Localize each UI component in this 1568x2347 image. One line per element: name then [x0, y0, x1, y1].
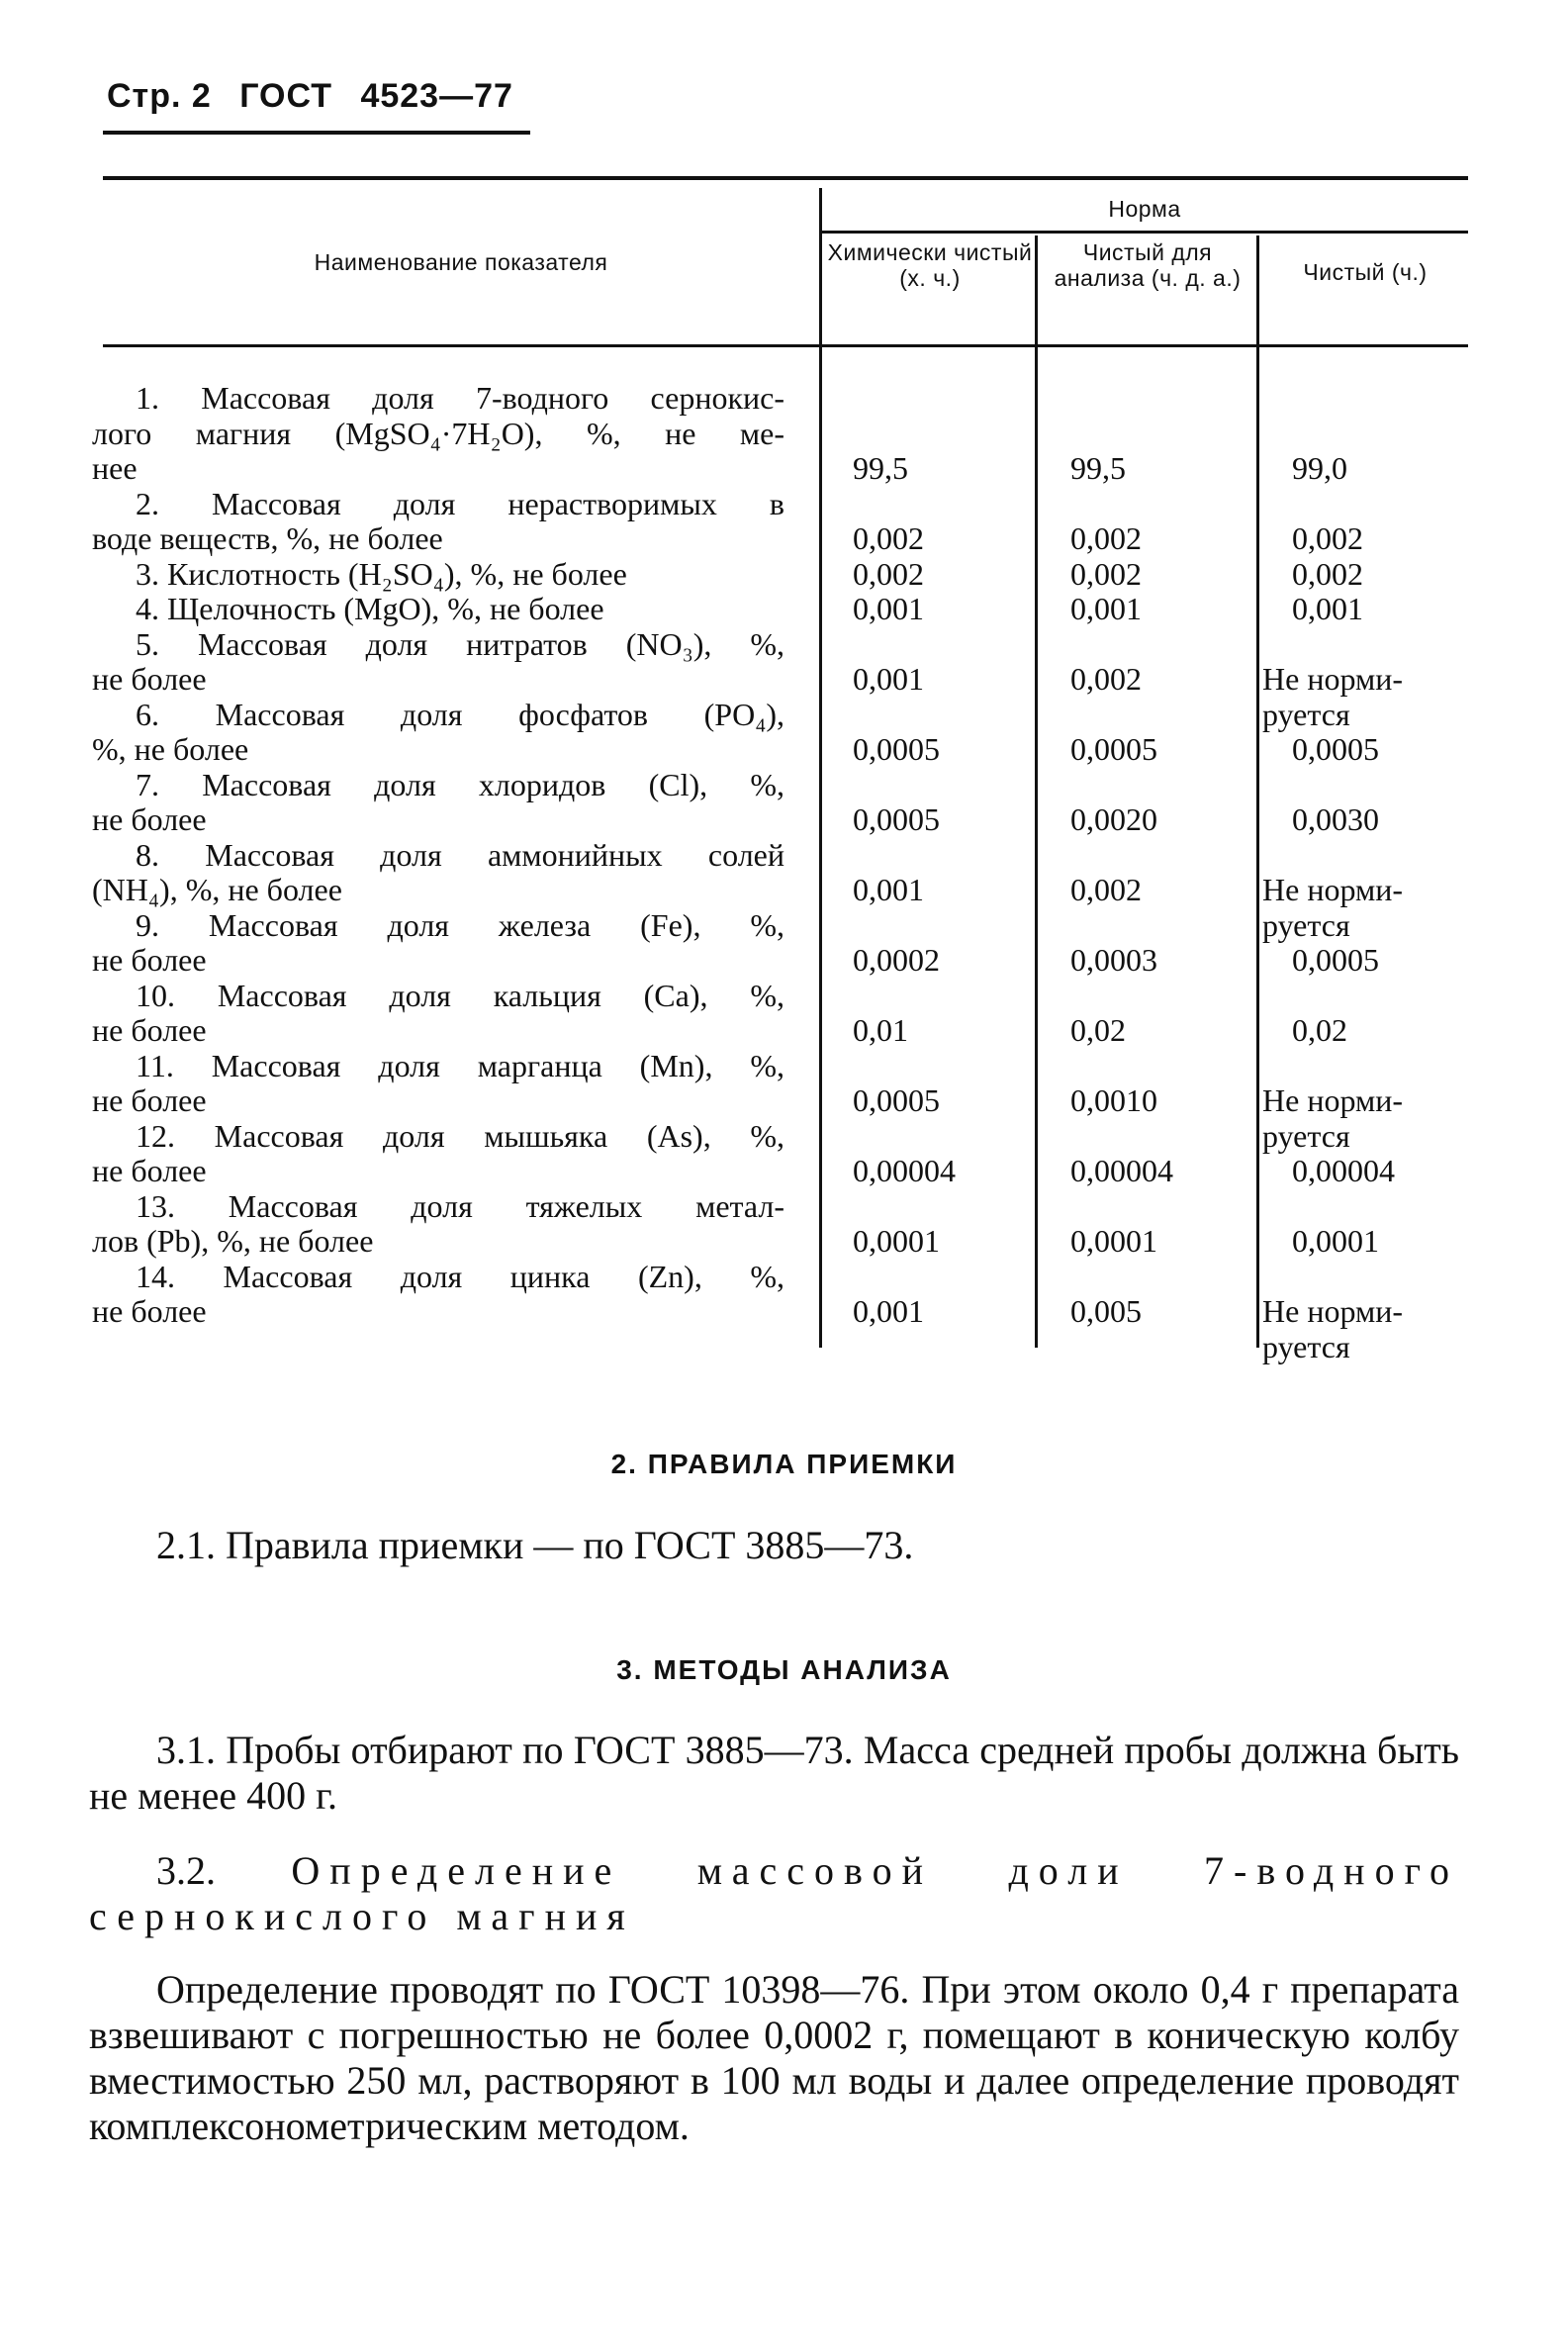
table-cell-chem-pure: 0,0005: [853, 731, 940, 767]
table-row-name-line: %, не более: [92, 731, 249, 767]
table-row-name-line: лого магния (MgSO₄·7H₂O), %, не ме-: [92, 415, 784, 451]
table-row-name-line: 2. Массовая доля нерастворимых в: [136, 485, 784, 521]
table-row-name: [92, 627, 784, 698]
paragraph-3-1-text: 3.1. Пробы отбирают по ГОСТ 3885—73. Масса средней пробы должна быть не менее 400 г.: [89, 1728, 1459, 1818]
paragraph-2-1-text: 2.1. Правила приемки — по ГОСТ 3885—73.: [156, 1523, 914, 1567]
table-top-rule: [103, 176, 1468, 180]
table-cell-analysis-pure: 0,002: [1070, 872, 1142, 907]
page-number: Стр. 2: [107, 77, 212, 115]
column-header-name: Наименование показателя: [314, 249, 608, 275]
table-cell-analysis-pure: 0,002: [1070, 520, 1142, 556]
header-rule: [103, 131, 530, 135]
table-row-name: [92, 557, 784, 593]
table-cell-analysis-pure: 0,00004: [1070, 1153, 1173, 1188]
table-cell-chem-pure: 0,01: [853, 1012, 908, 1048]
table-row-name: [92, 979, 784, 1049]
table-cell-chem-pure: 0,001: [853, 661, 924, 697]
table-row-name: [92, 908, 784, 979]
table-row-name-line: 10. Массовая доля кальция (Ca), %,: [136, 977, 784, 1013]
table-row-name-line: 8. Массовая доля аммонийных солей: [136, 836, 784, 873]
table-cell-chem-pure: 0,00004: [853, 1153, 956, 1188]
table-cell-chem-pure: 0,0001: [853, 1223, 940, 1259]
standard-label: ГОСТ: [239, 77, 332, 115]
table-cell-pure: 0,02: [1292, 1012, 1347, 1048]
column-header-norm: Норма: [1108, 196, 1181, 222]
table-cell-chem-pure: 0,002: [853, 555, 924, 592]
table-cell-pure: 0,0001: [1292, 1223, 1379, 1259]
table-cell-pure: Не норми- руется: [1262, 1082, 1403, 1154]
table-row-name-line: 7. Массовая доля хлоридов (Cl), %,: [136, 766, 784, 802]
table-row-name-line: не более: [92, 1012, 207, 1048]
table-cell-analysis-pure: 0,0005: [1070, 731, 1157, 767]
table-cell-analysis-pure: 0,0020: [1070, 801, 1157, 837]
table-cell-pure: 99,0: [1292, 450, 1347, 486]
table-cell-analysis-pure: 0,0003: [1070, 942, 1157, 978]
table-cell-analysis-pure: 0,0001: [1070, 1223, 1157, 1259]
table-row-name: [92, 381, 784, 487]
table-cell-chem-pure: 0,002: [853, 520, 924, 556]
paragraph-3-3: [89, 1967, 1459, 2149]
table-cell-pure: 0,0030: [1292, 801, 1379, 837]
table-row-name-line: 6. Массовая доля фосфатов (PO₄),: [136, 696, 784, 732]
table-row-name: [92, 592, 784, 627]
table-cell-chem-pure: 0,001: [853, 1293, 924, 1329]
table-cell-analysis-pure: 0,001: [1070, 591, 1142, 626]
table-cell-chem-pure: 0,001: [853, 591, 924, 626]
table-cell-chem-pure: 0,0005: [853, 1082, 940, 1118]
table-cell-chem-pure: 99,5: [853, 450, 908, 486]
table-row-name-line: 3. Кислотность (H₂SO₄), %, не более: [136, 555, 627, 592]
table-row-name: [92, 1049, 784, 1119]
table-row-name-line: 13. Массовая доля тяжелых метал-: [136, 1187, 784, 1224]
table-cell-chem-pure: 0,001: [853, 872, 924, 907]
table-row-name-line: 11. Массовая доля марганца (Mn), %,: [136, 1047, 784, 1083]
table-row-name-line: 1. Массовая доля 7-водного сернокис-: [136, 380, 784, 416]
table-row-name: [92, 698, 784, 768]
table-cell-pure: 0,0005: [1292, 942, 1379, 978]
table-row-name-line: не более: [92, 661, 207, 697]
column-header-chem-pure: Химически чистый (х. ч.): [827, 239, 1033, 291]
paragraph-2-1: [89, 1522, 1459, 1569]
table-cell-pure: 0,001: [1292, 591, 1363, 626]
table-row-name-line: не более: [92, 942, 207, 978]
table-row-name: [92, 1260, 784, 1330]
table-row-name-line: 12. Массовая доля мышьяка (As), %,: [136, 1117, 784, 1154]
col-divider-3: [1256, 235, 1259, 1348]
table-row-name-line: не более: [92, 1153, 207, 1188]
table-row-name-line: не более: [92, 801, 207, 837]
header-bottom-rule: [103, 344, 1468, 347]
table-cell-pure: Не норми- руется: [1262, 661, 1403, 732]
table-row-name-line: (NH₄), %, не более: [92, 872, 342, 907]
table-row-name-line: лов (Pb), %, не более: [92, 1223, 374, 1259]
table-row-name: [92, 768, 784, 838]
table-cell-analysis-pure: 99,5: [1070, 450, 1126, 486]
column-header-pure: Чистый (ч.): [1303, 259, 1428, 285]
table-row-name-line: 9. Массовая доля железа (Fe), %,: [136, 906, 784, 943]
running-header: [107, 77, 513, 116]
table-row-name-line: нее: [92, 450, 138, 486]
table-cell-pure: 0,00004: [1292, 1153, 1395, 1188]
table-cell-pure: 0,002: [1292, 555, 1363, 592]
paragraph-3-2-number: 3.2.: [156, 1848, 216, 1893]
table-row-name-line: 4. Щелочность (MgO), %, не более: [136, 591, 604, 626]
table-row-name: [92, 838, 784, 908]
paragraph-3-1: [89, 1728, 1459, 1819]
table-cell-analysis-pure: 0,002: [1070, 555, 1142, 592]
table-row-name: [92, 1189, 784, 1260]
table-cell-chem-pure: 0,0002: [853, 942, 940, 978]
table-row-name: [92, 1119, 784, 1189]
table-cell-pure: 0,002: [1292, 520, 1363, 556]
table-row-name: [92, 487, 784, 557]
table-row-name-line: не более: [92, 1082, 207, 1118]
table-cell-pure: Не норми- руется: [1262, 872, 1403, 943]
column-header-analysis-pure: Чистый для анализа (ч. д. а.): [1054, 239, 1242, 291]
col-divider-1: [819, 188, 822, 1348]
paragraph-3-3-text: Определение проводят по ГОСТ 10398—76. При этом около 0,4 г препарата взвешивают с погрешностью не более 0,0002 г, помещают в коническую колбу вместимостью 250 мл, растворяют в 100 мл воды и далее определение проводят комплексонометрическим методом.: [89, 1967, 1459, 2148]
table-row-name-line: 14. Массовая доля цинка (Zn), %,: [136, 1258, 784, 1294]
col-divider-2: [1035, 235, 1038, 1348]
table-cell-analysis-pure: 0,002: [1070, 661, 1142, 697]
table-cell-chem-pure: 0,0005: [853, 801, 940, 837]
norm-rule: [821, 231, 1468, 234]
table-cell-analysis-pure: 0,005: [1070, 1293, 1142, 1329]
section-2-title: 2. ПРАВИЛА ПРИЕМКИ: [610, 1449, 958, 1479]
section-3-title: 3. МЕТОДЫ АНАЛИЗА: [616, 1654, 952, 1685]
table-row-name-line: воде веществ, %, не более: [92, 520, 443, 556]
table-cell-pure: 0,0005: [1292, 731, 1379, 767]
standard-number: 4523—77: [360, 77, 513, 115]
table-row-name-line: 5. Массовая доля нитратов (NO₃), %,: [136, 625, 784, 662]
table-row-name-line: не более: [92, 1293, 207, 1329]
table-cell-analysis-pure: 0,0010: [1070, 1082, 1157, 1118]
table-cell-analysis-pure: 0,02: [1070, 1012, 1126, 1048]
table-cell-pure: Не норми- руется: [1262, 1293, 1403, 1364]
paragraph-3-2-title: Определение массовой доли 7-водного сернокислого магния: [89, 1848, 1459, 1938]
paragraph-3-2: [89, 1848, 1459, 1939]
